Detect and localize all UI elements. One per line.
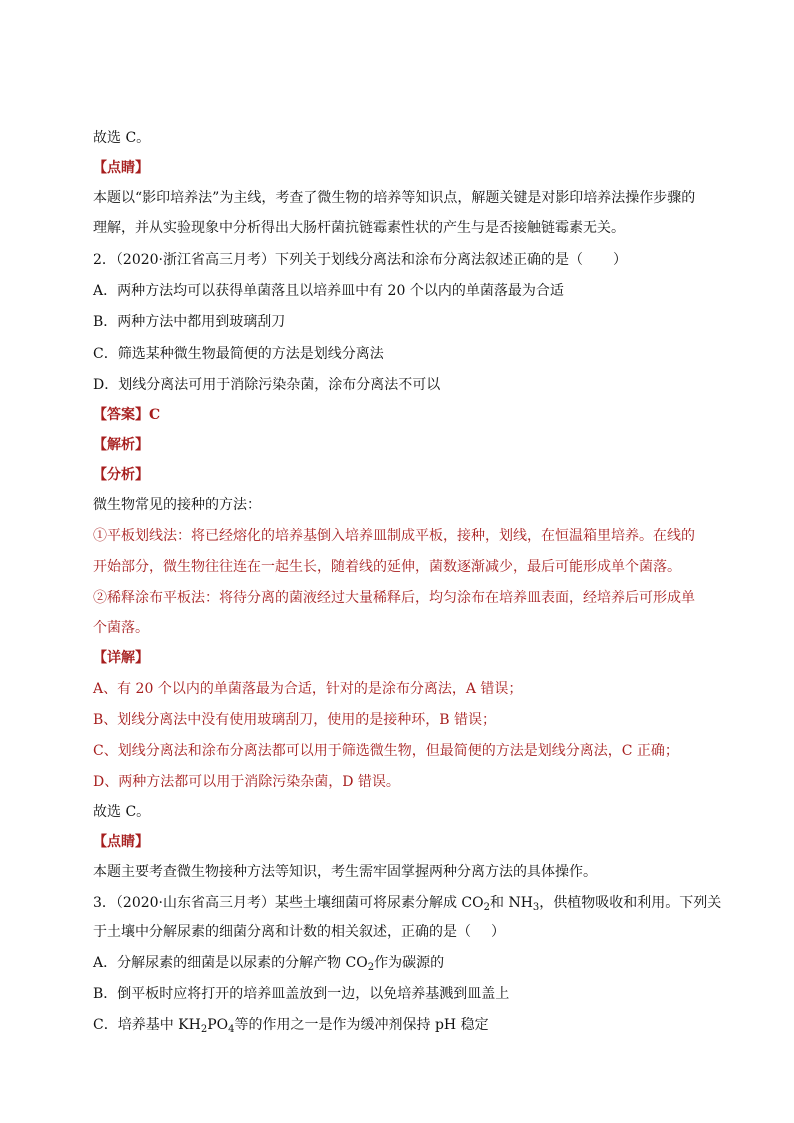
detail-a: A、有 20 个以内的单菌落最为合适，针对的是涂布分离法，A 错误； [93,681,523,697]
option-text: 作为碳源的 [374,955,445,971]
question-3-text: 和 NH [490,895,533,911]
method-2-line: ②稀释涂布平板法：将待分离的菌液经过大量稀释后，均匀涂布在培养皿表面，经培养后可形成单 [93,590,695,606]
choose-answer-line: 故选 C。 [93,804,151,820]
answer-line: 【答案】C [93,407,161,423]
detail-d: D、两种方法都可以用于消除污染杂菌，D 错误。 [93,774,400,790]
option-text: 等的作用之一是作为缓冲剂保持 pH 稳定 [234,1017,489,1033]
question-3-option-a [93,953,444,973]
method-1-line: 开始部分，微生物往往连在一起生长，随着线的延伸，菌数逐渐减少，最后可能形成单个菌落。 [93,559,681,575]
question-3-stem [93,893,721,913]
subscript: 4 [228,1024,235,1035]
subscript: 2 [200,1024,208,1035]
section-heading-dianjing: 【点睛】 [93,160,149,176]
option-text: A．分解尿素的细菌是以尿素的分解产物 CO [93,955,368,971]
section-heading-xiangjie: 【详解】 [93,650,149,666]
subscript: 2 [367,962,375,973]
question-3-text: 3．（2020·山东省高三月考）某些土壤细菌可将尿素分解成 CO [93,895,484,911]
method-2-line: 个菌落。 [93,620,149,636]
question-3-option-c [93,1015,489,1035]
question-2-option-a: A．两种方法均可以获得单菌落且以培养皿中有 20 个以内的单菌落最为合适 [93,283,564,299]
method-1-line: ①平板划线法：将已经熔化的培养基倒入培养皿制成平板，接种，划线，在恒温箱里培养。在线的 [93,528,695,544]
choose-answer-line: 故选 C。 [93,130,151,146]
question-2-option-d: D．划线分离法可用于消除污染杂菌，涂布分离法不可以 [93,377,441,393]
question-3-stem [93,922,505,942]
paragraph-line: 理解，并从实验现象中分析得出大肠杆菌抗链霉素性状的产生与是否接触链霉素无关。 [93,220,625,236]
section-heading-dianjing: 【点睛】 [93,834,149,850]
paragraph-line: 本题主要考查微生物接种方法等知识，考生需牢固掌握两种分离方法的具体操作。 [93,864,597,880]
detail-c: C、划线分离法和涂布分离法都可以用于筛选微生物，但最简便的方法是划线分离法，C 正确； [93,743,679,759]
question-2-stem-text: 2．（2020·浙江省高三月考）下列关于划线分离法和涂布分离法叙述正确的是（ [93,252,583,268]
paragraph-line: 微生物常见的接种的方法： [93,497,261,513]
section-heading-fenxi: 【分析】 [93,467,149,483]
subscript: 3 [532,902,540,913]
section-heading-jiexi: 【解析】 [93,437,149,453]
paragraph-line: 本题以“影印培养法”为主线，考查了微生物的培养等知识点，解题关键是对影印培养法操作步骤的 [93,190,696,206]
question-3-stem-close: ） [491,924,505,940]
option-text: C．培养基中 KH [93,1017,201,1033]
option-text: PO [207,1017,229,1033]
question-3-option-b: B．倒平板时应将打开的培养皿盖放到一边，以免培养基溅到皿盖上 [93,986,510,1002]
question-2-stem [93,250,627,270]
question-3-text: ，供植物吸收和利用。下列关 [539,895,722,911]
question-3-text: 于土壤中分解尿素的细菌分离和计数的相关叙述，正确的是（ [93,924,471,940]
question-2-option-c: C．筛选某种微生物最简便的方法是划线分离法 [93,346,384,362]
detail-b: B、划线分离法中没有使用玻璃刮刀，使用的是接种环，B 错误； [93,712,497,728]
question-2-option-b: B．两种方法中都用到玻璃刮刀 [93,314,286,330]
question-2-stem-close: ） [612,252,627,268]
subscript: 2 [483,902,490,913]
